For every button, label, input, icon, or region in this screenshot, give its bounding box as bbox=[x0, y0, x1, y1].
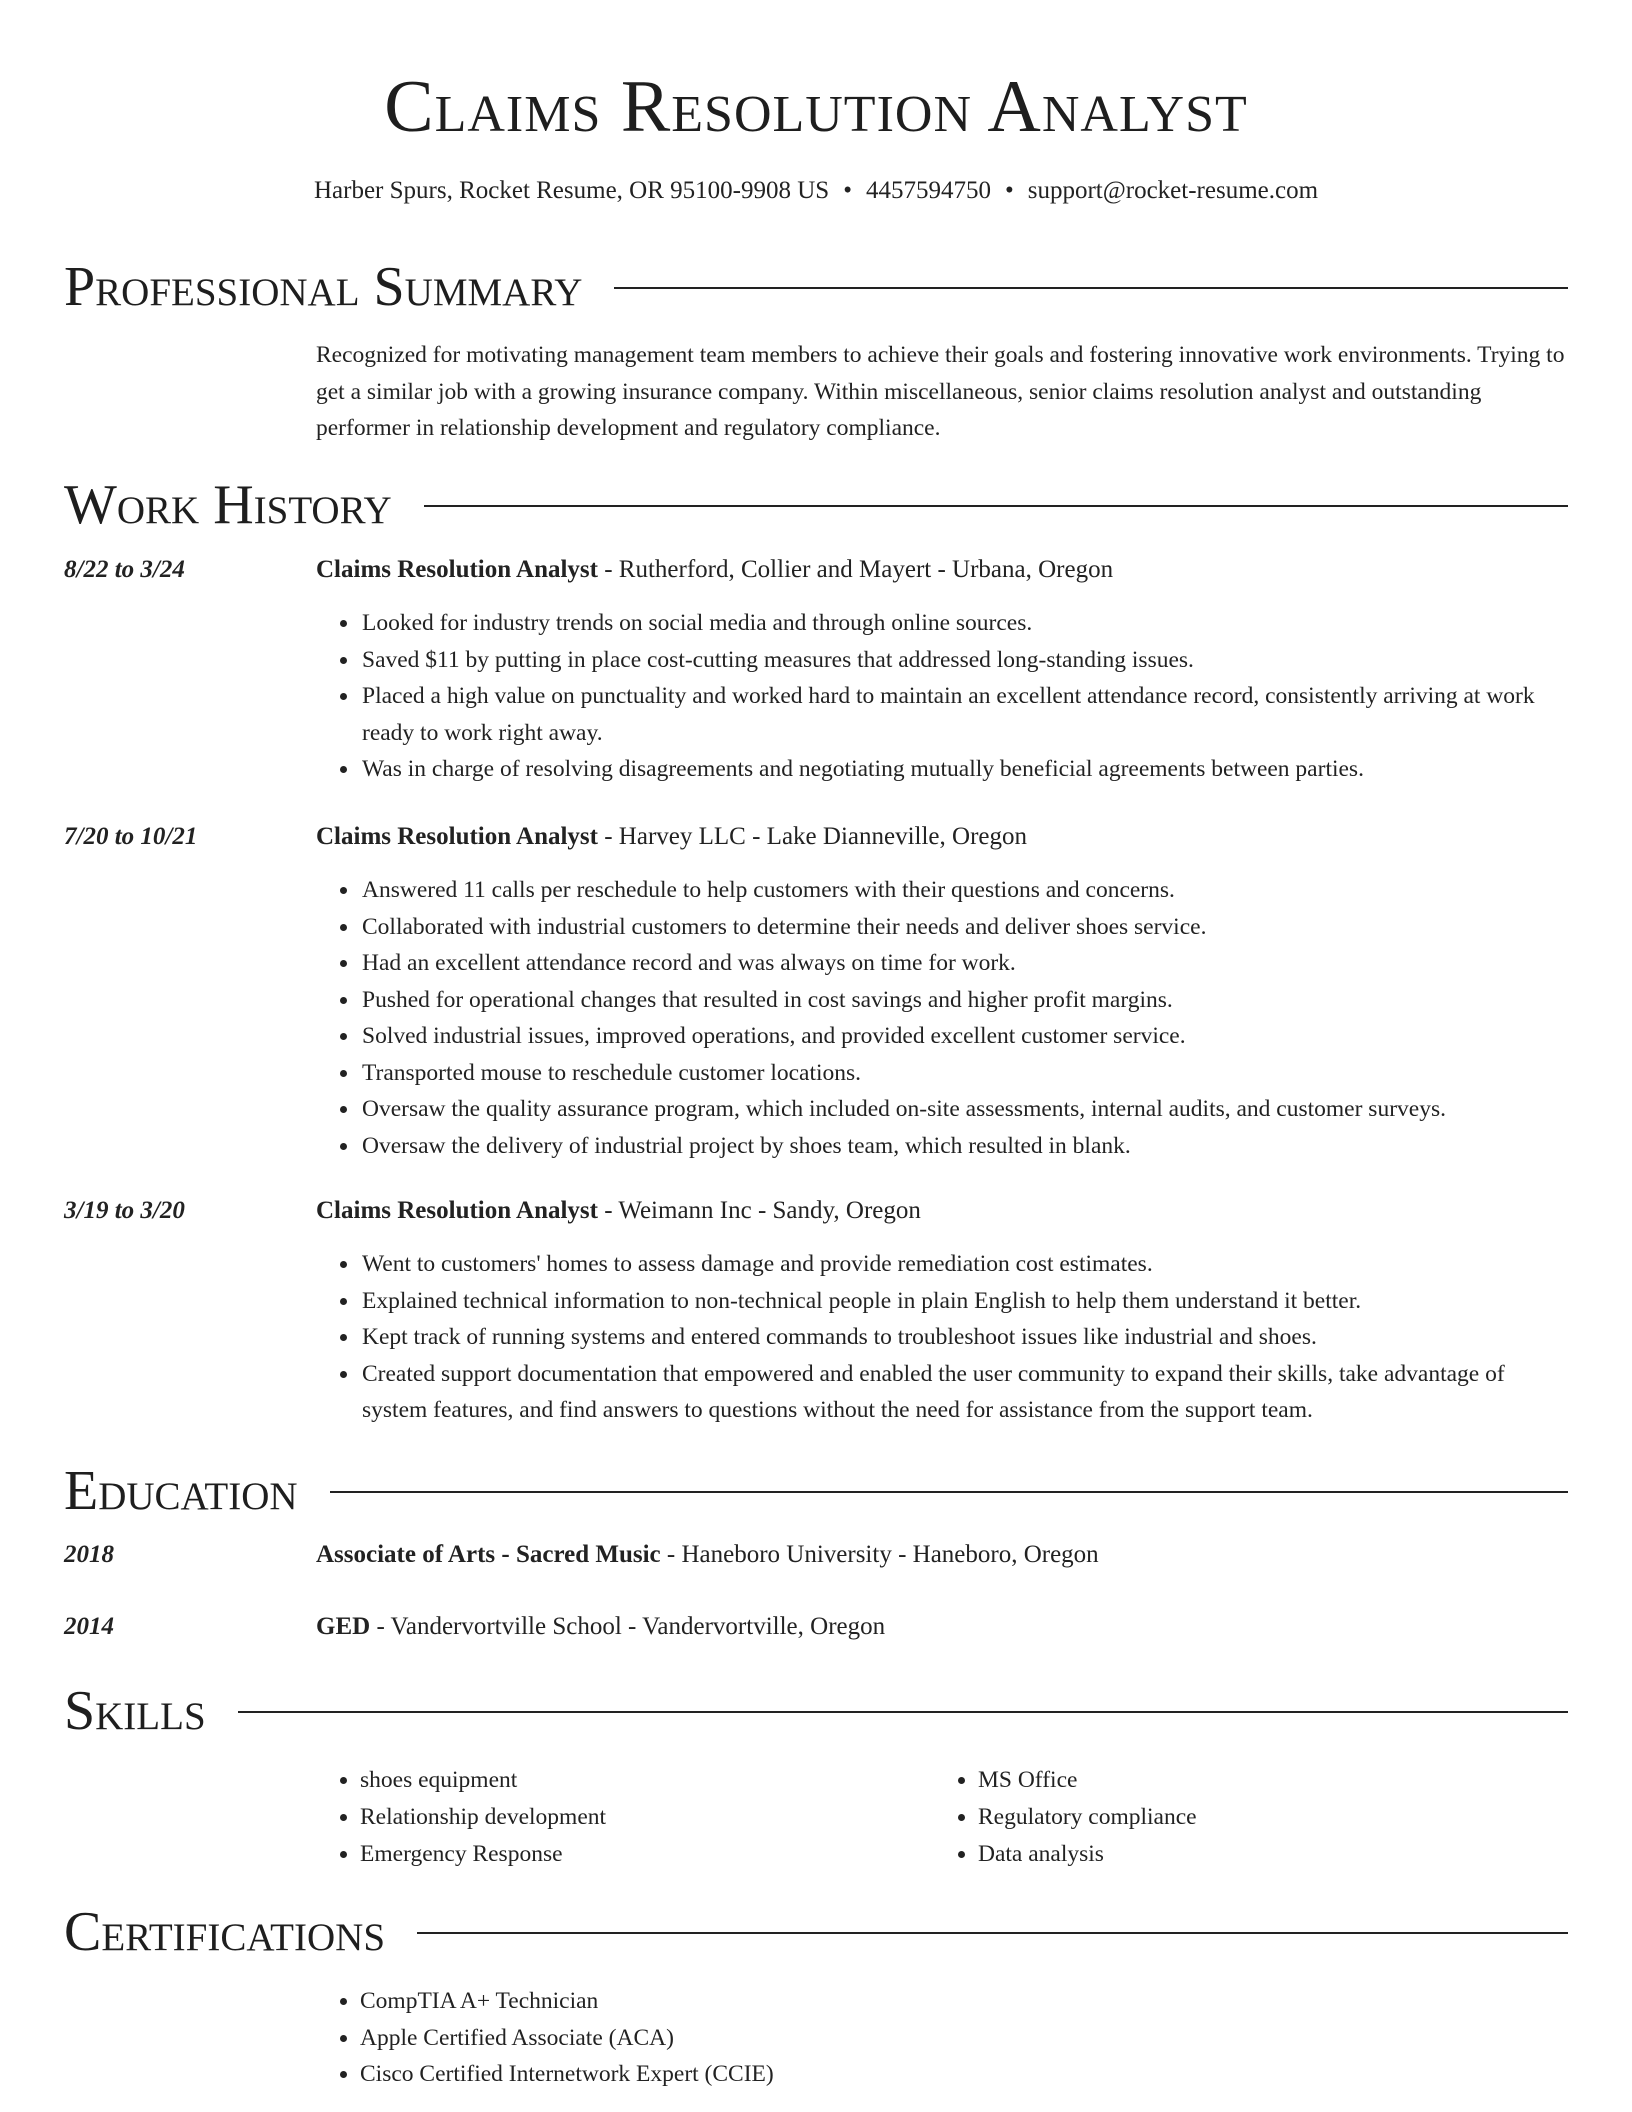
section-divider bbox=[424, 505, 1568, 507]
job-entry bbox=[64, 553, 1572, 788]
job-bullet: • Had an excellent attendance record and was always on time for work. bbox=[360, 945, 1572, 982]
education-section-title: Education bbox=[64, 1460, 298, 1522]
certifications-section-header bbox=[64, 1897, 1568, 1967]
education-entry bbox=[64, 1610, 1572, 1644]
job-bullet: • Oversaw the quality assurance program, which included on-site assessments, internal audits, and customer surveys. bbox=[360, 1091, 1572, 1128]
job-bullet: • Answered 11 calls per reschedule to help customers with their questions and concerns. bbox=[360, 872, 1572, 909]
certification-item: • CompTIA A+ Technician bbox=[360, 1983, 1616, 2020]
skills-list bbox=[316, 1762, 1572, 1873]
section-divider bbox=[238, 1711, 1568, 1713]
job-dates: 7/20 to 10/21 bbox=[64, 823, 198, 850]
job-bullet: • Placed a high value on punctuality and worked hard to maintain an excellent attendance record, consistently arriving at work ready to work right away. bbox=[360, 678, 1572, 751]
job-bullet-list bbox=[64, 1246, 1572, 1429]
education-details: - Haneboro University - Haneboro, Oregon bbox=[660, 1541, 1099, 1568]
education-year: 2018 bbox=[64, 1541, 114, 1568]
job-bullet: • Explained technical information to non-technical people in plain English to help them understand it better. bbox=[360, 1283, 1572, 1320]
education-degree: Associate of Arts - Sacred Music bbox=[316, 1541, 661, 1568]
job-entry bbox=[64, 1194, 1572, 1429]
skills-section-header bbox=[64, 1676, 1568, 1746]
certifications-list bbox=[316, 1983, 1616, 2093]
skill-item: • shoes equipment bbox=[360, 1762, 934, 1799]
section-divider bbox=[614, 287, 1568, 289]
skill-item: • Emergency Response bbox=[360, 1836, 934, 1873]
contact-separator: • bbox=[843, 177, 852, 204]
summary-text: Recognized for motivating management team members to achieve their goals and fostering innovative work environments. Trying to get a similar job with a growing insurance company. Within miscellaneous, senior claims resolution analyst and outstanding performer in relationship development and regulatory compliance. bbox=[316, 342, 1565, 441]
job-bullet: • Solved industrial issues, improved operations, and provided excellent customer service. bbox=[360, 1018, 1572, 1055]
job-bullet-list bbox=[64, 605, 1572, 788]
job-bullet: • Went to customers' homes to assess damage and provide remediation cost estimates. bbox=[360, 1246, 1572, 1283]
skill-item: • Regulatory compliance bbox=[978, 1799, 1552, 1836]
contact-address: Harber Spurs, Rocket Resume, OR 95100-9908 US bbox=[313, 177, 830, 204]
section-divider bbox=[417, 1932, 1568, 1934]
job-bullet: • Created support documentation that empowered and enabled the user community to expand their skills, take advantage of system features, and find answers to questions without the need for assistance from the support team. bbox=[360, 1356, 1572, 1429]
skills-column-right bbox=[934, 1762, 1552, 1873]
job-bullet: • Oversaw the delivery of industrial project by shoes team, which resulted in blank. bbox=[360, 1128, 1572, 1165]
education-section-header bbox=[64, 1456, 1568, 1526]
education-entry bbox=[64, 1538, 1572, 1572]
candidate-name: Claims Resolution Analyst bbox=[384, 66, 1248, 148]
job-bullet: • Transported mouse to reschedule customer locations. bbox=[360, 1055, 1572, 1092]
job-details: - Weimann Inc - Sandy, Oregon bbox=[597, 1197, 921, 1224]
job-bullet: • Looked for industry trends on social media and through online sources. bbox=[360, 605, 1572, 642]
contact-email: support@rocket-resume.com bbox=[1027, 177, 1319, 204]
summary-section-title: Professional Summary bbox=[64, 256, 583, 318]
job-entry bbox=[64, 820, 1572, 1164]
work-section-title: Work History bbox=[64, 474, 392, 536]
job-bullet: • Was in charge of resolving disagreements and negotiating mutually beneficial agreements between parties. bbox=[360, 751, 1572, 788]
job-bullet: • Kept track of running systems and entered commands to troubleshoot issues like industrial and shoes. bbox=[360, 1319, 1572, 1356]
job-role: Claims Resolution Analyst bbox=[316, 1197, 598, 1224]
section-divider bbox=[330, 1491, 1568, 1493]
certifications-section-title: Certifications bbox=[64, 1901, 386, 1963]
education-degree: GED bbox=[316, 1613, 371, 1640]
certification-item: • Cisco Certified Internetwork Expert (CCIE) bbox=[360, 2056, 1616, 2093]
job-bullet: • Saved $11 by putting in place cost-cutting measures that addressed long-standing issues. bbox=[360, 642, 1572, 679]
job-role: Claims Resolution Analyst bbox=[316, 823, 598, 850]
skills-column-left bbox=[316, 1762, 934, 1873]
job-details: - Harvey LLC - Lake Dianneville, Oregon bbox=[597, 823, 1027, 850]
skills-section-title: Skills bbox=[64, 1680, 206, 1742]
education-details: - Vandervortville School - Vandervortville, Oregon bbox=[370, 1613, 886, 1640]
contact-phone: 4457594750 bbox=[865, 177, 991, 204]
job-dates: 3/19 to 3/20 bbox=[64, 1197, 185, 1224]
contact-separator: • bbox=[1004, 177, 1014, 204]
job-details: - Rutherford, Collier and Mayert - Urbana, Oregon bbox=[597, 556, 1114, 583]
job-bullet: • Collaborated with industrial customers to determine their needs and deliver shoes service. bbox=[360, 909, 1572, 946]
work-section-header bbox=[64, 470, 1568, 540]
job-role: Claims Resolution Analyst bbox=[316, 556, 598, 583]
job-bullet-list bbox=[64, 872, 1572, 1164]
skill-item: • MS Office bbox=[978, 1762, 1552, 1799]
certification-item: • Apple Certified Associate (ACA) bbox=[360, 2020, 1616, 2057]
contact-line bbox=[0, 174, 1632, 208]
skill-item: • Relationship development bbox=[360, 1799, 934, 1836]
summary-section-header bbox=[64, 252, 1568, 322]
education-year: 2014 bbox=[64, 1613, 114, 1640]
skill-item: • Data analysis bbox=[978, 1836, 1552, 1873]
job-dates: 8/22 to 3/24 bbox=[64, 556, 185, 583]
job-bullet: • Pushed for operational changes that resulted in cost savings and higher profit margins. bbox=[360, 982, 1572, 1019]
